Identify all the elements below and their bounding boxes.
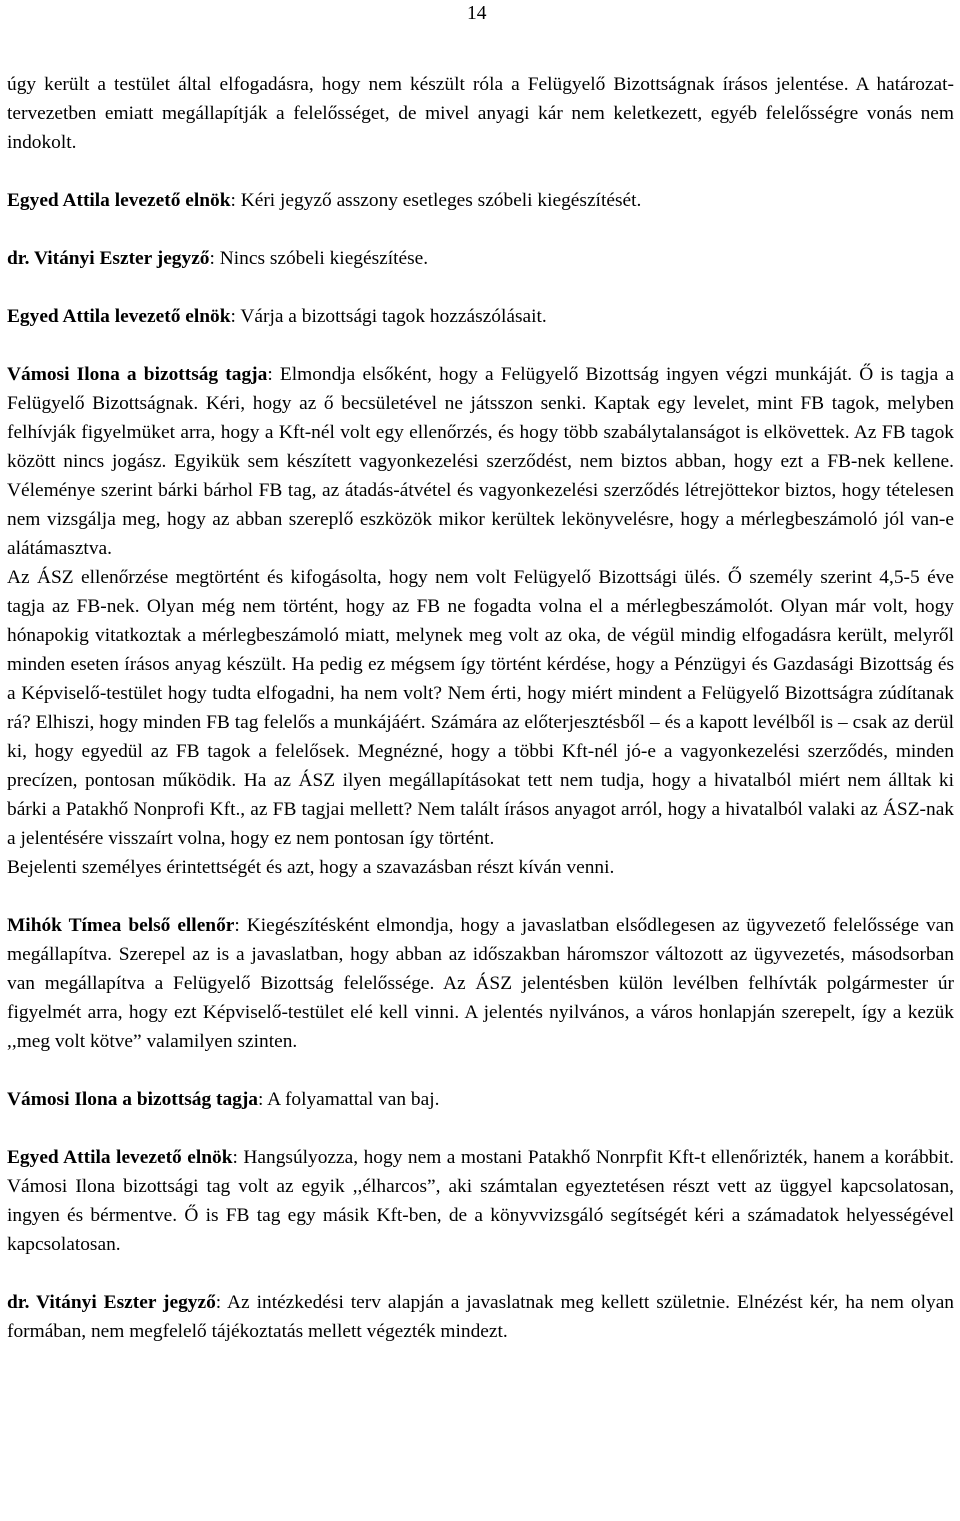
paragraph-text: : Kéri jegyző asszony esetleges szóbeli kiegészítését.	[230, 190, 642, 211]
paragraph-text: : Kiegészítésként elmondja, hogy a javaslatban elsődlegesen az ügyvezető felelőssége van megállapítva. Szerepel az is a javaslatban, hogy abban az időszakban háromszor változott az ügyvezetés, másodsorban van megállapítva a Felügyelő Bizottság felelőssége. Az ÁSZ jelentésben külön levélben felhívták polgármester úr figyelmét arra, hogy ezt Képviselő-testület elé kell vinni. A jelentés nyilvános, a város honlapján szerepelt, így a kezük ,,meg volt kötve” valamilyen szinten.	[7, 915, 954, 1052]
speaker-name: Egyed Attila levezető elnök	[7, 1147, 233, 1168]
paragraph	[7, 244, 954, 273]
paragraph	[7, 302, 954, 331]
paragraph	[7, 853, 954, 882]
paragraph-text: úgy került a testület által elfogadásra, hogy nem készült róla a Felügyelő Bizottságnak írásos jelentése. A határozat-tervezetben emiatt megállapítják a felelősséget, de mivel anyagi kár nem keletkezett, egyéb felelősségre vonás nem indokolt.	[7, 74, 954, 153]
paragraph-text: : Várja a bizottsági tagok hozzászólásait.	[230, 306, 547, 327]
paragraph	[7, 1143, 954, 1259]
paragraph	[7, 186, 954, 215]
paragraph-text: : Elmondja elsőként, hogy a Felügyelő Bizottság ingyen végzi munkáját. Ő is tagja a Felügyelő Bizottságnak. Kéri, hogy az ő becsületével ne játsszon senki. Kaptak egy levelet, mint FB tagok, melyben felhívják figyelmüket arra, hogy a Kft-nél volt egy ellenőrzés, és hogy több szabálytalanságot is elkövettek. Az FB tagok között nincs jogász. Egyikük sem készített vagyonkezelési szerződést, nem biztos abban, hogy ezt a FB-nek kellene. Véleménye szerint bárki bárhol FB tag, az átadás-átvétel és vagyonkezelési szerződés létrejöttekor biztos, hogy tételesen nem vizsgálja meg, hogy az abban szereplő eszközök mikor kerültek lekönyvelésre, hogy a mérlegbeszámoló jól van-e alátámasztva.	[7, 364, 955, 559]
speaker-name: Vámosi Ilona a bizottság tagja	[7, 364, 268, 385]
paragraph	[7, 1288, 954, 1346]
paragraph-text: Az ÁSZ ellenőrzése megtörtént és kifogásolta, hogy nem volt Felügyelő Bizottsági ülés. Ő személy szerint 4,5-5 éve tagja az FB-nek. Olyan még nem történt, hogy az FB ne fogadta volna el a mérlegbeszámolót. Olyan már volt, hogy hónapokig vitatkoztak a mérlegbeszámoló miatt, melynek meg volt az oka, de végül mindig elfogadásra került, melyről minden eseten írásos anyag készült. Ha pedig ez mégsem így történt kérdése, hogy a Pénzügyi és Gazdasági Bizottság és a Képviselő-testület hogy tudta elfogadni, ha nem volt? Nem érti, hogy miért mindent a Felügyelő Bizottságra zúdítanak rá? Elhiszi, hogy minden FB tag felelős a munkájáért. Számára az előterjesztésből – és a kapott levélből is – csak az derül ki, hogy egyedül az FB tagok a felelősek. Megnézné, hogy a többi Kft-nél jó-e a vagyonkezelési szerződés, minden precízen, pontosan működik. Ha az ÁSZ ilyen megállapításokat tett nem tudja, hogy a hivatalból miért nem álltak ki bárki a Patakhő Nonprofi Kft., az FB tagjai mellett? Nem talált írásos anyagot arról, hogy a hivatalból valaki az ÁSZ-nak a jelentésére visszaírt volna, hogy ez nem pontosan így történt.	[7, 567, 954, 849]
document-body	[7, 70, 954, 1346]
paragraph-text: : Hangsúlyozza, hogy nem a mostani Patakhő Nonrpfit Kft-t ellenőrizték, hanem a korábbit. Vámosi Ilona bizottsági tag volt az egyik ,,élharcos”, aki számtalan egyeztetésen részt vett az üggyel kapcsolatosan, ingyen és bérmentve. Ő is FB tag egy másik Kft-ben, de a könyvvizsgáló segítségét kéri a számadatok helyességével kapcsolatosan.	[7, 1147, 954, 1255]
paragraph-text: : A folyamattal van baj.	[258, 1089, 440, 1110]
speaker-name: dr. Vitányi Eszter jegyző	[7, 1292, 216, 1313]
speaker-name: Egyed Attila levezető elnök	[7, 306, 231, 327]
speaker-name: Mihók Tímea belső ellenőr	[7, 915, 235, 936]
speaker-name: Egyed Attila levezető elnök	[7, 190, 231, 211]
page-number: 14	[467, 3, 487, 24]
paragraph	[7, 70, 954, 157]
paragraph-text: : Nincs szóbeli kiegészítése.	[209, 248, 429, 269]
speaker-name: Vámosi Ilona a bizottság tagja	[7, 1089, 258, 1110]
paragraph	[7, 911, 954, 1056]
paragraph-text: Bejelenti személyes érintettségét és azt, hogy a szavazásban részt kíván venni.	[7, 857, 615, 878]
speaker-name: dr. Vitányi Eszter jegyző	[7, 248, 210, 269]
paragraph-text: : Az intézkedési terv alapján a javaslatnak meg kellett születnie. Elnézést kér, ha nem olyan formában, nem megfelelő tájékoztatás mellett végezték mindezt.	[7, 1292, 954, 1342]
paragraph	[7, 563, 954, 853]
paragraph	[7, 360, 954, 563]
paragraph	[7, 1085, 954, 1114]
